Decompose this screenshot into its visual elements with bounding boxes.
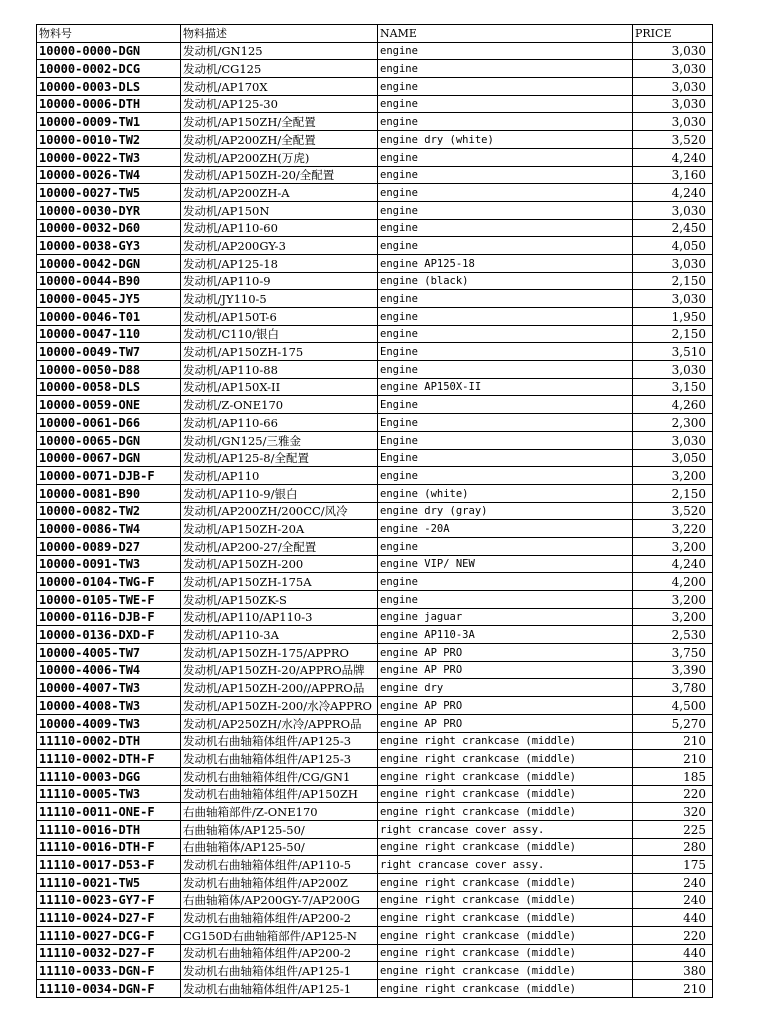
table-row	[37, 803, 713, 821]
cell-material-code: 10000-0050-D88	[37, 361, 181, 379]
cell-price: 2,450	[633, 219, 713, 237]
cell-material-description: 发动机右曲轴箱体组件/AP200Z	[181, 874, 378, 892]
table-row	[37, 396, 713, 414]
cell-material-code: 10000-0116-DJB-F	[37, 608, 181, 626]
cell-name: engine right crankcase (middle)	[378, 732, 633, 750]
cell-material-code: 11110-0033-DGN-F	[37, 962, 181, 980]
cell-material-code: 10000-0002-DCG	[37, 60, 181, 78]
table-row	[37, 785, 713, 803]
cell-price: 2,530	[633, 626, 713, 644]
cell-material-code: 10000-0009-TW1	[37, 113, 181, 131]
cell-material-description: 发动机右曲轴箱体组件/AP200-2	[181, 944, 378, 962]
cell-price: 3,520	[633, 131, 713, 149]
cell-material-description: 发动机/GN125/三雅金	[181, 431, 378, 449]
cell-material-code: 11110-0002-DTH	[37, 732, 181, 750]
cell-name: engine	[378, 113, 633, 131]
cell-name: Engine	[378, 449, 633, 467]
cell-name: engine	[378, 42, 633, 60]
cell-material-code: 10000-0061-D66	[37, 414, 181, 432]
table-row	[37, 714, 713, 732]
cell-material-description: 发动机/CG125	[181, 60, 378, 78]
cell-name: engine	[378, 308, 633, 326]
cell-price: 3,030	[633, 201, 713, 219]
cell-material-description: 发动机/AP110-66	[181, 414, 378, 432]
cell-price: 2,300	[633, 414, 713, 432]
cell-material-description: 发动机/AP200ZH(万虎)	[181, 148, 378, 166]
cell-material-code: 10000-0091-TW3	[37, 555, 181, 573]
cell-price: 2,150	[633, 484, 713, 502]
cell-material-code: 10000-0089-D27	[37, 537, 181, 555]
cell-price: 320	[633, 803, 713, 821]
cell-material-description: 发动机/AP200ZH/全配置	[181, 131, 378, 149]
cell-material-code: 10000-0065-DGN	[37, 431, 181, 449]
table-row	[37, 290, 713, 308]
cell-price: 225	[633, 820, 713, 838]
cell-name: engine AP PRO	[378, 714, 633, 732]
cell-price: 3,030	[633, 361, 713, 379]
cell-price: 4,500	[633, 697, 713, 715]
cell-name: engine	[378, 201, 633, 219]
header-name: NAME	[378, 25, 633, 43]
table-row	[37, 131, 713, 149]
table-row	[37, 537, 713, 555]
cell-price: 3,150	[633, 378, 713, 396]
cell-material-code: 10000-0058-DLS	[37, 378, 181, 396]
table-row	[37, 343, 713, 361]
cell-price: 380	[633, 962, 713, 980]
cell-material-code: 10000-0047-110	[37, 325, 181, 343]
cell-price: 175	[633, 856, 713, 874]
cell-price: 3,030	[633, 42, 713, 60]
cell-material-code: 10000-0082-TW2	[37, 502, 181, 520]
cell-material-description: 右曲轴箱体/AP125-50/	[181, 838, 378, 856]
cell-material-code: 11110-0021-TW5	[37, 874, 181, 892]
cell-name: engine	[378, 361, 633, 379]
cell-material-code: 10000-0081-B90	[37, 484, 181, 502]
cell-name: Engine	[378, 396, 633, 414]
cell-name: engine AP125-18	[378, 254, 633, 272]
cell-price: 3,160	[633, 166, 713, 184]
cell-name: engine AP PRO	[378, 697, 633, 715]
cell-name: engine right crankcase (middle)	[378, 891, 633, 909]
cell-price: 240	[633, 891, 713, 909]
cell-material-code: 11110-0032-D27-F	[37, 944, 181, 962]
cell-name: engine dry (gray)	[378, 502, 633, 520]
cell-material-description: 发动机/AP200GY-3	[181, 237, 378, 255]
cell-material-description: 发动机右曲轴箱体组件/AP125-3	[181, 732, 378, 750]
table-row	[37, 308, 713, 326]
table-row	[37, 909, 713, 927]
cell-material-code: 11110-0024-D27-F	[37, 909, 181, 927]
cell-name: engine	[378, 78, 633, 96]
cell-material-code: 10000-4008-TW3	[37, 697, 181, 715]
cell-price: 220	[633, 927, 713, 945]
cell-material-description: 发动机/AP150ZH-175	[181, 343, 378, 361]
cell-price: 4,240	[633, 148, 713, 166]
table-row	[37, 184, 713, 202]
cell-price: 3,780	[633, 679, 713, 697]
cell-material-code: 11110-0016-DTH-F	[37, 838, 181, 856]
cell-name: engine	[378, 237, 633, 255]
cell-name: engine dry	[378, 679, 633, 697]
cell-material-description: 右曲轴箱部件/Z-ONE170	[181, 803, 378, 821]
cell-name: engine (black)	[378, 272, 633, 290]
cell-material-description: 发动机右曲轴箱体组件/AP150ZH	[181, 785, 378, 803]
table-row	[37, 60, 713, 78]
cell-material-code: 10000-0000-DGN	[37, 42, 181, 60]
cell-name: engine right crankcase (middle)	[378, 750, 633, 768]
cell-material-description: 发动机/AP150N	[181, 201, 378, 219]
cell-material-description: 发动机/AP250ZH/水冷/APPRO品	[181, 714, 378, 732]
cell-name: engine right crankcase (middle)	[378, 927, 633, 945]
table-row	[37, 626, 713, 644]
cell-name: engine VIP/ NEW	[378, 555, 633, 573]
table-row	[37, 891, 713, 909]
cell-material-code: 11110-0016-DTH	[37, 820, 181, 838]
table-row	[37, 644, 713, 662]
cell-material-code: 10000-0022-TW3	[37, 148, 181, 166]
table-row	[37, 272, 713, 290]
cell-material-code: 11110-0011-ONE-F	[37, 803, 181, 821]
table-row	[37, 113, 713, 131]
cell-material-code: 10000-0006-DTH	[37, 95, 181, 113]
table-row	[37, 201, 713, 219]
cell-name: Engine	[378, 343, 633, 361]
table-row	[37, 219, 713, 237]
table-row	[37, 927, 713, 945]
cell-name: engine	[378, 325, 633, 343]
table-row	[37, 520, 713, 538]
cell-material-description: 发动机/AP110-9	[181, 272, 378, 290]
cell-price: 3,750	[633, 644, 713, 662]
cell-material-code: 10000-0086-TW4	[37, 520, 181, 538]
table-row	[37, 148, 713, 166]
cell-material-code: 10000-4009-TW3	[37, 714, 181, 732]
cell-price: 3,510	[633, 343, 713, 361]
table-row	[37, 661, 713, 679]
table-row	[37, 254, 713, 272]
cell-name: right crancase cover assy.	[378, 820, 633, 838]
cell-price: 3,030	[633, 95, 713, 113]
cell-material-description: 右曲轴箱体/AP200GY-7/AP200G	[181, 891, 378, 909]
table-row	[37, 856, 713, 874]
cell-material-description: 发动机/AP150ZH/全配置	[181, 113, 378, 131]
cell-price: 440	[633, 944, 713, 962]
cell-material-description: 发动机/Z-ONE170	[181, 396, 378, 414]
price-list-table	[36, 24, 713, 998]
cell-name: engine	[378, 95, 633, 113]
cell-name: engine jaguar	[378, 608, 633, 626]
table-row	[37, 608, 713, 626]
table-row	[37, 555, 713, 573]
cell-material-code: 10000-0045-JY5	[37, 290, 181, 308]
cell-material-code: 10000-0003-DLS	[37, 78, 181, 96]
cell-name: engine right crankcase (middle)	[378, 980, 633, 998]
cell-material-code: 10000-0059-ONE	[37, 396, 181, 414]
table-row	[37, 42, 713, 60]
cell-material-description: 发动机/AP150T-6	[181, 308, 378, 326]
cell-price: 3,200	[633, 467, 713, 485]
cell-name: engine -20A	[378, 520, 633, 538]
cell-material-code: 11110-0017-D53-F	[37, 856, 181, 874]
cell-name: engine AP PRO	[378, 661, 633, 679]
cell-material-description: 发动机右曲轴箱体组件/AP200-2	[181, 909, 378, 927]
cell-material-description: 发动机/AP110/AP110-3	[181, 608, 378, 626]
cell-price: 4,050	[633, 237, 713, 255]
cell-material-description: 发动机/AP110-3A	[181, 626, 378, 644]
cell-name: engine	[378, 573, 633, 591]
cell-material-description: 发动机/AP150ZH-20A	[181, 520, 378, 538]
table-row	[37, 78, 713, 96]
cell-price: 1,950	[633, 308, 713, 326]
header-row	[37, 25, 713, 43]
cell-price: 3,050	[633, 449, 713, 467]
cell-price: 3,030	[633, 431, 713, 449]
cell-material-code: 10000-0136-DXD-F	[37, 626, 181, 644]
cell-price: 240	[633, 874, 713, 892]
cell-price: 4,200	[633, 573, 713, 591]
cell-material-description: 发动机右曲轴箱体组件/AP110-5	[181, 856, 378, 874]
cell-material-code: 11110-0003-DGG	[37, 767, 181, 785]
table-row	[37, 467, 713, 485]
cell-name: engine AP110-3A	[378, 626, 633, 644]
cell-name: engine	[378, 467, 633, 485]
cell-name: engine	[378, 290, 633, 308]
cell-price: 3,520	[633, 502, 713, 520]
cell-price: 3,200	[633, 537, 713, 555]
cell-price: 3,030	[633, 290, 713, 308]
cell-price: 3,030	[633, 113, 713, 131]
cell-material-code: 11110-0023-GY7-F	[37, 891, 181, 909]
table-row	[37, 697, 713, 715]
cell-name: engine	[378, 537, 633, 555]
cell-material-code: 10000-0027-TW5	[37, 184, 181, 202]
header-description: 物料描述	[181, 25, 378, 43]
cell-material-code: 10000-4007-TW3	[37, 679, 181, 697]
table-row	[37, 944, 713, 962]
cell-name: engine right crankcase (middle)	[378, 874, 633, 892]
cell-material-description: 发动机/AP150ZH-175/APPRO	[181, 644, 378, 662]
cell-name: engine (white)	[378, 484, 633, 502]
cell-material-description: 发动机/C110/银白	[181, 325, 378, 343]
cell-material-description: 发动机/AP125-8/全配置	[181, 449, 378, 467]
cell-material-description: 发动机/JY110-5	[181, 290, 378, 308]
cell-name: engine right crankcase (middle)	[378, 785, 633, 803]
table-row	[37, 591, 713, 609]
cell-material-code: 10000-0010-TW2	[37, 131, 181, 149]
table-row	[37, 732, 713, 750]
price-list-body	[37, 25, 713, 998]
table-row	[37, 679, 713, 697]
table-row	[37, 361, 713, 379]
cell-price: 4,240	[633, 184, 713, 202]
table-row	[37, 962, 713, 980]
cell-price: 210	[633, 732, 713, 750]
cell-name: engine	[378, 148, 633, 166]
cell-material-description: 发动机右曲轴箱体组件/CG/GN1	[181, 767, 378, 785]
cell-material-description: 发动机右曲轴箱体组件/AP125-1	[181, 962, 378, 980]
cell-name: right crancase cover assy.	[378, 856, 633, 874]
cell-name: Engine	[378, 414, 633, 432]
cell-material-description: 发动机/AP150ZK-S	[181, 591, 378, 609]
table-row	[37, 237, 713, 255]
cell-material-code: 10000-0042-DGN	[37, 254, 181, 272]
cell-name: engine right crankcase (middle)	[378, 767, 633, 785]
cell-material-description: 发动机/AP110-60	[181, 219, 378, 237]
cell-price: 5,270	[633, 714, 713, 732]
table-row	[37, 95, 713, 113]
cell-material-description: 右曲轴箱体/AP125-50/	[181, 820, 378, 838]
cell-name: engine right crankcase (middle)	[378, 909, 633, 927]
cell-material-description: 发动机/AP150ZH-20/全配置	[181, 166, 378, 184]
cell-material-description: 发动机/AP110	[181, 467, 378, 485]
cell-material-description: 发动机/AP150ZH-200	[181, 555, 378, 573]
cell-material-description: 发动机/AP150X-II	[181, 378, 378, 396]
table-row	[37, 750, 713, 768]
cell-material-code: 11110-0002-DTH-F	[37, 750, 181, 768]
cell-price: 185	[633, 767, 713, 785]
cell-name: engine right crankcase (middle)	[378, 803, 633, 821]
cell-material-code: 10000-0030-DYR	[37, 201, 181, 219]
header-price: PRICE	[633, 25, 713, 43]
table-row	[37, 838, 713, 856]
cell-material-description: 发动机/AP200ZH/200CC/风冷	[181, 502, 378, 520]
cell-price: 280	[633, 838, 713, 856]
cell-material-code: 10000-0049-TW7	[37, 343, 181, 361]
cell-price: 210	[633, 980, 713, 998]
cell-name: engine	[378, 591, 633, 609]
cell-material-description: 发动机/AP125-18	[181, 254, 378, 272]
table-row	[37, 573, 713, 591]
cell-material-code: 10000-0044-B90	[37, 272, 181, 290]
cell-material-code: 10000-4006-TW4	[37, 661, 181, 679]
table-row	[37, 484, 713, 502]
header-code: 物料号	[37, 25, 181, 43]
cell-material-code: 11110-0027-DCG-F	[37, 927, 181, 945]
cell-material-description: 发动机/GN125	[181, 42, 378, 60]
cell-material-code: 10000-0038-GY3	[37, 237, 181, 255]
cell-material-code: 10000-0105-TWE-F	[37, 591, 181, 609]
cell-price: 4,240	[633, 555, 713, 573]
cell-material-code: 11110-0005-TW3	[37, 785, 181, 803]
cell-price: 220	[633, 785, 713, 803]
cell-price: 440	[633, 909, 713, 927]
cell-material-description: 发动机/AP110-9/银白	[181, 484, 378, 502]
table-row	[37, 449, 713, 467]
cell-price: 3,030	[633, 60, 713, 78]
cell-name: engine	[378, 219, 633, 237]
cell-price: 2,150	[633, 272, 713, 290]
table-row	[37, 874, 713, 892]
cell-material-description: 发动机/AP170X	[181, 78, 378, 96]
cell-price: 3,220	[633, 520, 713, 538]
cell-name: engine	[378, 166, 633, 184]
cell-name: engine right crankcase (middle)	[378, 838, 633, 856]
cell-material-description: 发动机/AP200ZH-A	[181, 184, 378, 202]
cell-material-code: 11110-0034-DGN-F	[37, 980, 181, 998]
cell-price: 210	[633, 750, 713, 768]
cell-material-code: 10000-0026-TW4	[37, 166, 181, 184]
table-row	[37, 414, 713, 432]
table-row	[37, 820, 713, 838]
table-row	[37, 502, 713, 520]
cell-material-code: 10000-4005-TW7	[37, 644, 181, 662]
cell-material-description: 发动机/AP150ZH-175A	[181, 573, 378, 591]
cell-name: engine dry (white)	[378, 131, 633, 149]
cell-price: 3,030	[633, 78, 713, 96]
cell-material-description: 发动机/AP200-27/全配置	[181, 537, 378, 555]
cell-material-description: 发动机/AP110-88	[181, 361, 378, 379]
cell-material-description: 发动机/AP150ZH-200/水冷APPRO	[181, 697, 378, 715]
cell-material-code: 10000-0067-DGN	[37, 449, 181, 467]
cell-price: 2,150	[633, 325, 713, 343]
cell-price: 3,200	[633, 591, 713, 609]
table-row	[37, 325, 713, 343]
cell-price: 3,200	[633, 608, 713, 626]
cell-material-description: 发动机/AP150ZH-200//APPRO品	[181, 679, 378, 697]
table-row	[37, 166, 713, 184]
cell-price: 3,390	[633, 661, 713, 679]
cell-material-code: 10000-0071-DJB-F	[37, 467, 181, 485]
cell-material-description: 发动机右曲轴箱体组件/AP125-3	[181, 750, 378, 768]
cell-material-description: 发动机/AP150ZH-20/APPRO品牌	[181, 661, 378, 679]
cell-material-description: 发动机右曲轴箱体组件/AP125-1	[181, 980, 378, 998]
cell-material-code: 10000-0046-T01	[37, 308, 181, 326]
cell-material-code: 10000-0104-TWG-F	[37, 573, 181, 591]
table-row	[37, 378, 713, 396]
cell-material-description: CG150D右曲轴箱部件/AP125-N	[181, 927, 378, 945]
table-row	[37, 980, 713, 998]
cell-name: engine	[378, 60, 633, 78]
cell-name: engine	[378, 184, 633, 202]
cell-name: Engine	[378, 431, 633, 449]
cell-name: engine right crankcase (middle)	[378, 962, 633, 980]
table-row	[37, 431, 713, 449]
table-row	[37, 767, 713, 785]
cell-name: engine right crankcase (middle)	[378, 944, 633, 962]
cell-price: 4,260	[633, 396, 713, 414]
cell-material-description: 发动机/AP125-30	[181, 95, 378, 113]
cell-name: engine AP150X-II	[378, 378, 633, 396]
cell-price: 3,030	[633, 254, 713, 272]
cell-material-code: 10000-0032-D60	[37, 219, 181, 237]
cell-name: engine AP PRO	[378, 644, 633, 662]
